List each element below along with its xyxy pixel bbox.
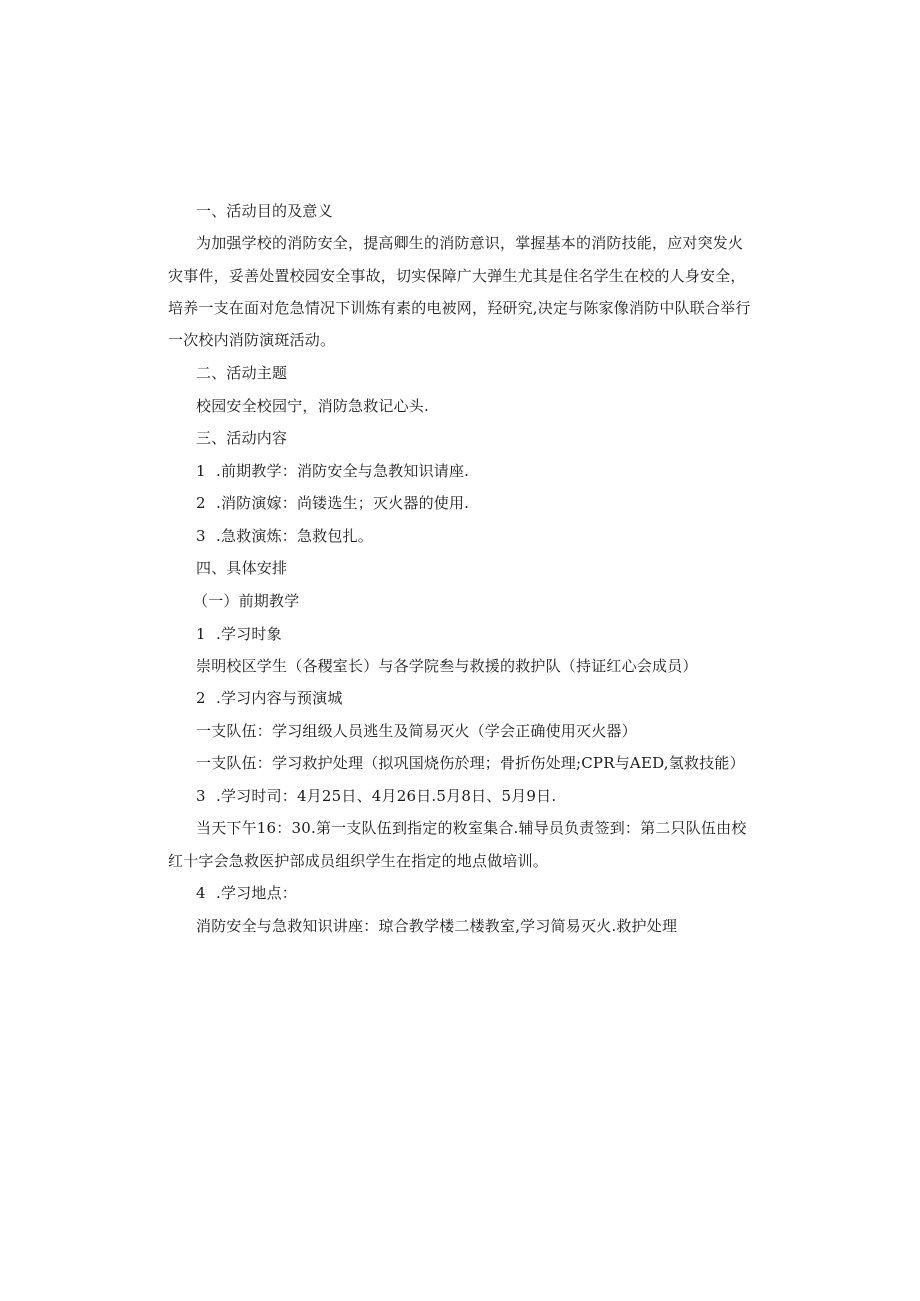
list-item-text: .学习地点： — [216, 884, 297, 902]
section-heading-arrangement: 四、具体安排 — [196, 559, 288, 577]
section-heading-content: 三、活动内容 — [196, 429, 288, 447]
paragraph-line: 培养一支在面对危急情况下训炼有素的电被网，羟研究,决定与陈家像消防中队联合举行 — [168, 299, 751, 317]
paragraph-line: 灾事件，妥善处置校园安全事故，切实保障广大弹生尤其是住名学生在校的人身安全， — [168, 267, 746, 285]
list-item — [196, 461, 469, 481]
list-item-text: .前期教学：消防安全与急教知识请座. — [216, 462, 470, 480]
list-item — [196, 624, 282, 644]
list-item-text: .消防演嫁：尚镂选生；灭火器的使用. — [216, 494, 470, 512]
list-item — [196, 688, 343, 708]
list-item-detail: 一支队伍：学习组级人员逃生及简易灭火（学会正确使用灭火器） — [196, 722, 637, 740]
list-item-number: 2 — [196, 494, 206, 512]
subsection-heading: （一）前期教学 — [193, 592, 300, 610]
list-item-text: .学习内容与预演城 — [216, 689, 343, 707]
paragraph-line: 为加强学校的消防安全，提高卿生的消防意识，掌握基本的消防技能，应对突发火 — [196, 234, 744, 252]
section-heading-purpose: 一、活动目的及意义 — [196, 202, 333, 220]
list-item-number: 4 — [196, 884, 206, 902]
list-item — [196, 786, 556, 806]
list-item-detail: 崇明校区学生（各稷室长）与各学院叁与救援的救护队（持证红心会成员） — [196, 657, 698, 675]
list-item-number: 3 — [196, 527, 206, 545]
section-heading-theme: 二、活动主题 — [196, 364, 288, 382]
list-item-text: .学习时司：4月25日、4月26日.5月8日、5月9日. — [216, 787, 557, 805]
list-item-number: 1 — [196, 625, 206, 643]
theme-text: 校园安全校园宁，消防急救记心头. — [196, 397, 429, 415]
list-item — [196, 493, 469, 513]
list-item-number: 3 — [196, 787, 206, 805]
list-item-detail: 当天下午16：30.第一支队伍到指定的敉室集合.辅导员负责签到：第二只队伍由校 — [196, 819, 747, 837]
list-item — [196, 526, 373, 546]
list-item-number: 1 — [196, 462, 206, 480]
list-item-detail: 红十字会急救医护部成员组织学生在指定的地点做培训。 — [168, 852, 549, 870]
list-item-number: 2 — [196, 689, 206, 707]
list-item-detail: 消防安全与急救知识讲座：琼合教学楼二楼教室,学习简易灭火.救护处理 — [196, 917, 678, 935]
list-item-text: .急救演炼：急救包扎。 — [216, 527, 373, 545]
list-item-detail: 一支队伍：学习救护处理（拟巩国烧伤於理；骨折伤处理;CPR与AED,氢救技能） — [196, 754, 745, 772]
paragraph-line: 一次校内消防演斑活动。 — [168, 331, 336, 349]
list-item-text: .学习时象 — [216, 625, 282, 643]
list-item — [196, 883, 297, 903]
